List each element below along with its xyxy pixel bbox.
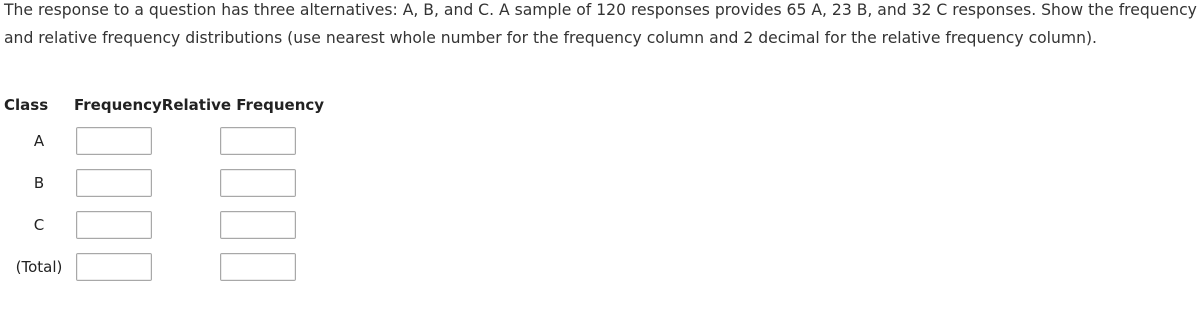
relative-frequency-input-b[interactable] bbox=[220, 169, 296, 197]
relative-frequency-input-c[interactable] bbox=[220, 211, 296, 239]
table-header-row bbox=[4, 90, 324, 120]
class-label-c: C bbox=[33, 216, 45, 234]
relative-frequency-input-a[interactable] bbox=[220, 127, 296, 155]
table-row-c bbox=[4, 204, 324, 246]
table-row-a bbox=[4, 120, 324, 162]
frequency-column-header: Frequency bbox=[74, 96, 162, 114]
question-text: The response to a question has three alternatives: A, B, and C. A sample of 120 responses provides 65 A, 23 B, and 32 C responses. Show the frequency and relative frequency distributions (use nearest whole number for the frequency column and 2 decimal for the relative frequency column). bbox=[4, 1, 1197, 47]
frequency-table bbox=[4, 90, 324, 288]
table-row-b bbox=[4, 162, 324, 204]
frequency-input-b[interactable] bbox=[76, 169, 152, 197]
class-label-a: A bbox=[33, 132, 45, 150]
frequency-input-total[interactable] bbox=[76, 253, 152, 281]
class-label-total: (Total) bbox=[15, 258, 63, 276]
class-column-header: Class bbox=[4, 96, 49, 114]
frequency-input-c[interactable] bbox=[76, 211, 152, 239]
relative-frequency-column-header: Relative Frequency bbox=[161, 96, 325, 114]
table-row-total bbox=[4, 246, 324, 288]
relative-frequency-input-total[interactable] bbox=[220, 253, 296, 281]
frequency-input-a[interactable] bbox=[76, 127, 152, 155]
class-label-b: B bbox=[33, 174, 45, 192]
